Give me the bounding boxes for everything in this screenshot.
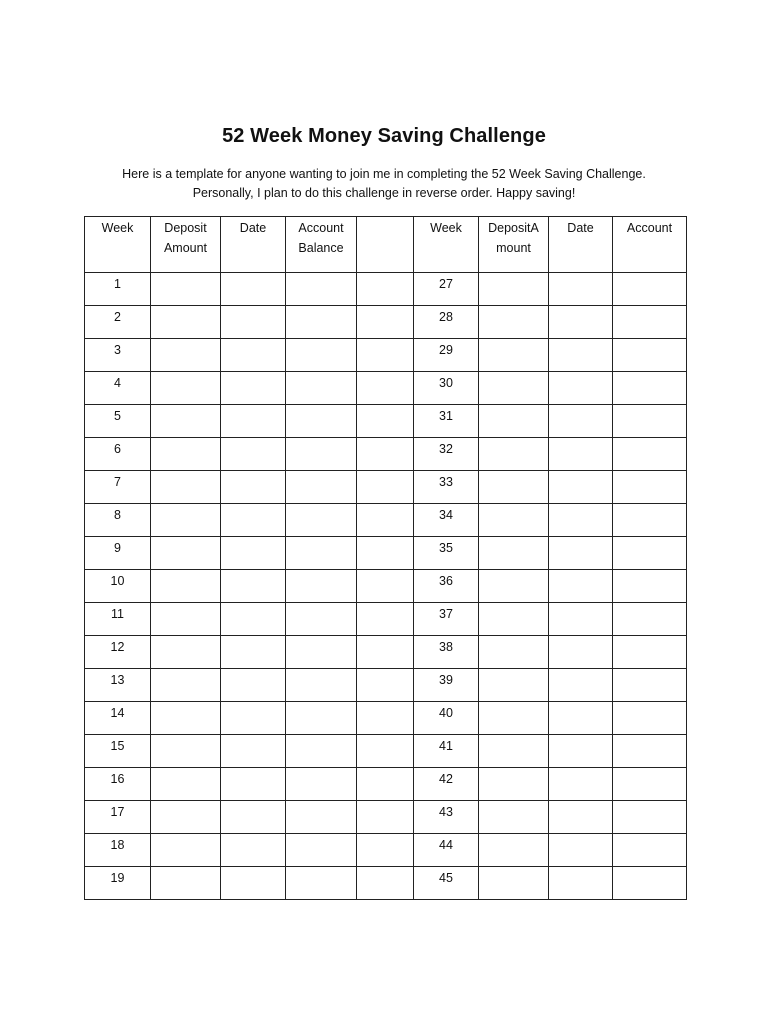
week-number-cell: 4	[85, 372, 151, 405]
empty-cell	[613, 504, 687, 537]
empty-cell	[613, 273, 687, 306]
column-header-label: Account	[626, 221, 673, 235]
empty-cell	[151, 702, 221, 735]
empty-cell	[357, 570, 414, 603]
empty-cell	[286, 834, 357, 867]
empty-cell	[479, 438, 549, 471]
column-header-label: Account	[298, 221, 344, 235]
column-header-label: Deposit	[164, 221, 207, 235]
empty-cell	[549, 768, 613, 801]
empty-cell	[613, 867, 687, 900]
empty-cell	[151, 603, 221, 636]
empty-cell	[221, 735, 286, 768]
empty-cell	[479, 768, 549, 801]
empty-cell	[286, 339, 357, 372]
week-number-cell: 37	[414, 603, 479, 636]
empty-cell	[613, 636, 687, 669]
table-row	[85, 504, 687, 537]
empty-cell	[613, 735, 687, 768]
empty-cell	[357, 537, 414, 570]
table-body	[85, 273, 687, 900]
table-header-row	[85, 217, 687, 273]
empty-cell	[479, 669, 549, 702]
empty-cell	[286, 504, 357, 537]
empty-cell	[221, 537, 286, 570]
empty-cell	[549, 537, 613, 570]
empty-cell	[286, 438, 357, 471]
empty-cell	[613, 801, 687, 834]
empty-cell	[286, 867, 357, 900]
empty-cell	[221, 372, 286, 405]
week-number-cell: 33	[414, 471, 479, 504]
empty-cell	[221, 570, 286, 603]
empty-cell	[221, 339, 286, 372]
empty-cell	[357, 636, 414, 669]
empty-cell	[479, 603, 549, 636]
week-number-cell: 40	[414, 702, 479, 735]
empty-cell	[357, 801, 414, 834]
column-header	[221, 217, 286, 273]
empty-cell	[151, 405, 221, 438]
week-number-cell: 17	[85, 801, 151, 834]
empty-cell	[357, 438, 414, 471]
empty-cell	[357, 768, 414, 801]
empty-cell	[549, 867, 613, 900]
column-header	[549, 217, 613, 273]
table-row	[85, 273, 687, 306]
table-row	[85, 405, 687, 438]
empty-cell	[613, 669, 687, 702]
table-row	[85, 636, 687, 669]
table-row	[85, 603, 687, 636]
week-number-cell: 31	[414, 405, 479, 438]
empty-cell	[151, 735, 221, 768]
week-number-cell: 12	[85, 636, 151, 669]
table-row	[85, 702, 687, 735]
page-title: 52 Week Money Saving Challenge	[222, 125, 546, 147]
table-row	[85, 438, 687, 471]
week-number-cell: 2	[85, 306, 151, 339]
week-number-cell: 13	[85, 669, 151, 702]
empty-cell	[479, 504, 549, 537]
empty-cell	[613, 306, 687, 339]
empty-cell	[357, 867, 414, 900]
empty-cell	[221, 702, 286, 735]
empty-cell	[479, 834, 549, 867]
week-number-cell: 42	[414, 768, 479, 801]
empty-cell	[613, 702, 687, 735]
empty-cell	[286, 405, 357, 438]
empty-cell	[151, 339, 221, 372]
week-number-cell: 29	[414, 339, 479, 372]
week-number-cell: 18	[85, 834, 151, 867]
week-number-cell: 36	[414, 570, 479, 603]
week-number-cell: 39	[414, 669, 479, 702]
column-header	[414, 217, 479, 273]
week-number-cell: 30	[414, 372, 479, 405]
empty-cell	[286, 306, 357, 339]
empty-cell	[357, 702, 414, 735]
empty-cell	[549, 735, 613, 768]
empty-cell	[286, 636, 357, 669]
empty-cell	[221, 504, 286, 537]
week-number-cell: 14	[85, 702, 151, 735]
empty-cell	[613, 372, 687, 405]
empty-cell	[357, 339, 414, 372]
empty-cell	[151, 438, 221, 471]
empty-cell	[357, 471, 414, 504]
table-row	[85, 570, 687, 603]
empty-cell	[357, 603, 414, 636]
table-row	[85, 537, 687, 570]
week-number-cell: 34	[414, 504, 479, 537]
empty-cell	[357, 273, 414, 306]
empty-cell	[613, 570, 687, 603]
empty-cell	[286, 372, 357, 405]
empty-cell	[613, 405, 687, 438]
week-number-cell: 9	[85, 537, 151, 570]
empty-cell	[357, 372, 414, 405]
empty-cell	[479, 636, 549, 669]
week-number-cell: 45	[414, 867, 479, 900]
column-header	[85, 217, 151, 273]
empty-cell	[549, 372, 613, 405]
empty-cell	[613, 471, 687, 504]
empty-cell	[357, 504, 414, 537]
empty-cell	[151, 834, 221, 867]
empty-cell	[613, 339, 687, 372]
empty-cell	[479, 702, 549, 735]
week-number-cell: 19	[85, 867, 151, 900]
empty-cell	[613, 768, 687, 801]
empty-cell	[479, 801, 549, 834]
empty-cell	[221, 405, 286, 438]
empty-cell	[151, 636, 221, 669]
empty-cell	[221, 801, 286, 834]
week-number-cell: 16	[85, 768, 151, 801]
table-row	[85, 306, 687, 339]
empty-cell	[549, 702, 613, 735]
intro-line-2: Personally, I plan to do this challenge in reverse order. Happy saving!	[192, 186, 576, 200]
column-header-label: Date	[239, 221, 267, 235]
empty-cell	[151, 570, 221, 603]
week-number-cell: 43	[414, 801, 479, 834]
table-row	[85, 735, 687, 768]
empty-cell	[286, 537, 357, 570]
empty-cell	[357, 306, 414, 339]
week-number-cell: 8	[85, 504, 151, 537]
week-number-cell: 5	[85, 405, 151, 438]
empty-cell	[549, 471, 613, 504]
column-header-label: Date	[567, 221, 594, 235]
empty-cell	[286, 570, 357, 603]
empty-cell	[549, 504, 613, 537]
week-number-cell: 35	[414, 537, 479, 570]
empty-cell	[286, 768, 357, 801]
week-number-cell: 28	[414, 306, 479, 339]
table-row	[85, 339, 687, 372]
week-number-cell: 32	[414, 438, 479, 471]
empty-cell	[479, 867, 549, 900]
column-header	[286, 217, 357, 273]
column-header	[151, 217, 221, 273]
empty-cell	[286, 471, 357, 504]
week-number-cell: 11	[85, 603, 151, 636]
column-header-label: Week	[430, 221, 462, 235]
week-number-cell: 7	[85, 471, 151, 504]
week-number-cell: 3	[85, 339, 151, 372]
intro-text	[0, 165, 768, 203]
empty-cell	[286, 273, 357, 306]
empty-cell	[479, 372, 549, 405]
empty-cell	[549, 438, 613, 471]
empty-cell	[286, 801, 357, 834]
empty-cell	[221, 669, 286, 702]
empty-cell	[151, 273, 221, 306]
table-row	[85, 867, 687, 900]
empty-cell	[479, 405, 549, 438]
column-header-label: mount	[496, 241, 531, 255]
week-number-cell: 6	[85, 438, 151, 471]
empty-cell	[151, 471, 221, 504]
empty-cell	[151, 801, 221, 834]
empty-cell	[613, 603, 687, 636]
empty-cell	[549, 273, 613, 306]
empty-cell	[221, 438, 286, 471]
empty-cell	[221, 636, 286, 669]
empty-cell	[613, 834, 687, 867]
empty-cell	[549, 306, 613, 339]
column-header-label: DepositA	[488, 221, 539, 235]
week-number-cell: 10	[85, 570, 151, 603]
table-row	[85, 471, 687, 504]
empty-cell	[479, 537, 549, 570]
empty-cell	[549, 669, 613, 702]
empty-cell	[221, 768, 286, 801]
column-header	[357, 217, 414, 273]
empty-cell	[286, 735, 357, 768]
week-number-cell: 38	[414, 636, 479, 669]
empty-cell	[357, 669, 414, 702]
empty-cell	[286, 669, 357, 702]
empty-cell	[549, 801, 613, 834]
table-row	[85, 768, 687, 801]
empty-cell	[479, 273, 549, 306]
empty-cell	[151, 504, 221, 537]
empty-cell	[221, 603, 286, 636]
empty-cell	[151, 306, 221, 339]
empty-cell	[613, 537, 687, 570]
empty-cell	[549, 570, 613, 603]
empty-cell	[549, 834, 613, 867]
empty-cell	[613, 438, 687, 471]
column-header	[613, 217, 687, 273]
column-header-label: Balance	[298, 241, 344, 255]
empty-cell	[221, 306, 286, 339]
table-row	[85, 669, 687, 702]
empty-cell	[479, 339, 549, 372]
week-number-cell: 44	[414, 834, 479, 867]
column-header-label: Amount	[163, 241, 208, 255]
empty-cell	[286, 702, 357, 735]
table-row	[85, 834, 687, 867]
empty-cell	[479, 471, 549, 504]
empty-cell	[221, 834, 286, 867]
empty-cell	[479, 735, 549, 768]
week-number-cell: 1	[85, 273, 151, 306]
empty-cell	[221, 867, 286, 900]
table-row	[85, 801, 687, 834]
empty-cell	[151, 867, 221, 900]
empty-cell	[357, 834, 414, 867]
intro-line-1: Here is a template for anyone wanting to join me in completing the 52 Week Saving Challenge.	[122, 167, 646, 181]
column-header	[479, 217, 549, 273]
week-number-cell: 41	[414, 735, 479, 768]
table-row	[85, 372, 687, 405]
week-number-cell: 15	[85, 735, 151, 768]
empty-cell	[549, 603, 613, 636]
empty-cell	[221, 273, 286, 306]
empty-cell	[549, 405, 613, 438]
empty-cell	[286, 603, 357, 636]
empty-cell	[479, 306, 549, 339]
empty-cell	[151, 669, 221, 702]
empty-cell	[357, 405, 414, 438]
savings-table	[84, 216, 687, 900]
empty-cell	[151, 768, 221, 801]
empty-cell	[549, 636, 613, 669]
empty-cell	[479, 570, 549, 603]
empty-cell	[549, 339, 613, 372]
empty-cell	[357, 735, 414, 768]
empty-cell	[221, 471, 286, 504]
empty-cell	[151, 372, 221, 405]
empty-cell	[151, 537, 221, 570]
column-header-label: Week	[101, 221, 134, 235]
week-number-cell: 27	[414, 273, 479, 306]
